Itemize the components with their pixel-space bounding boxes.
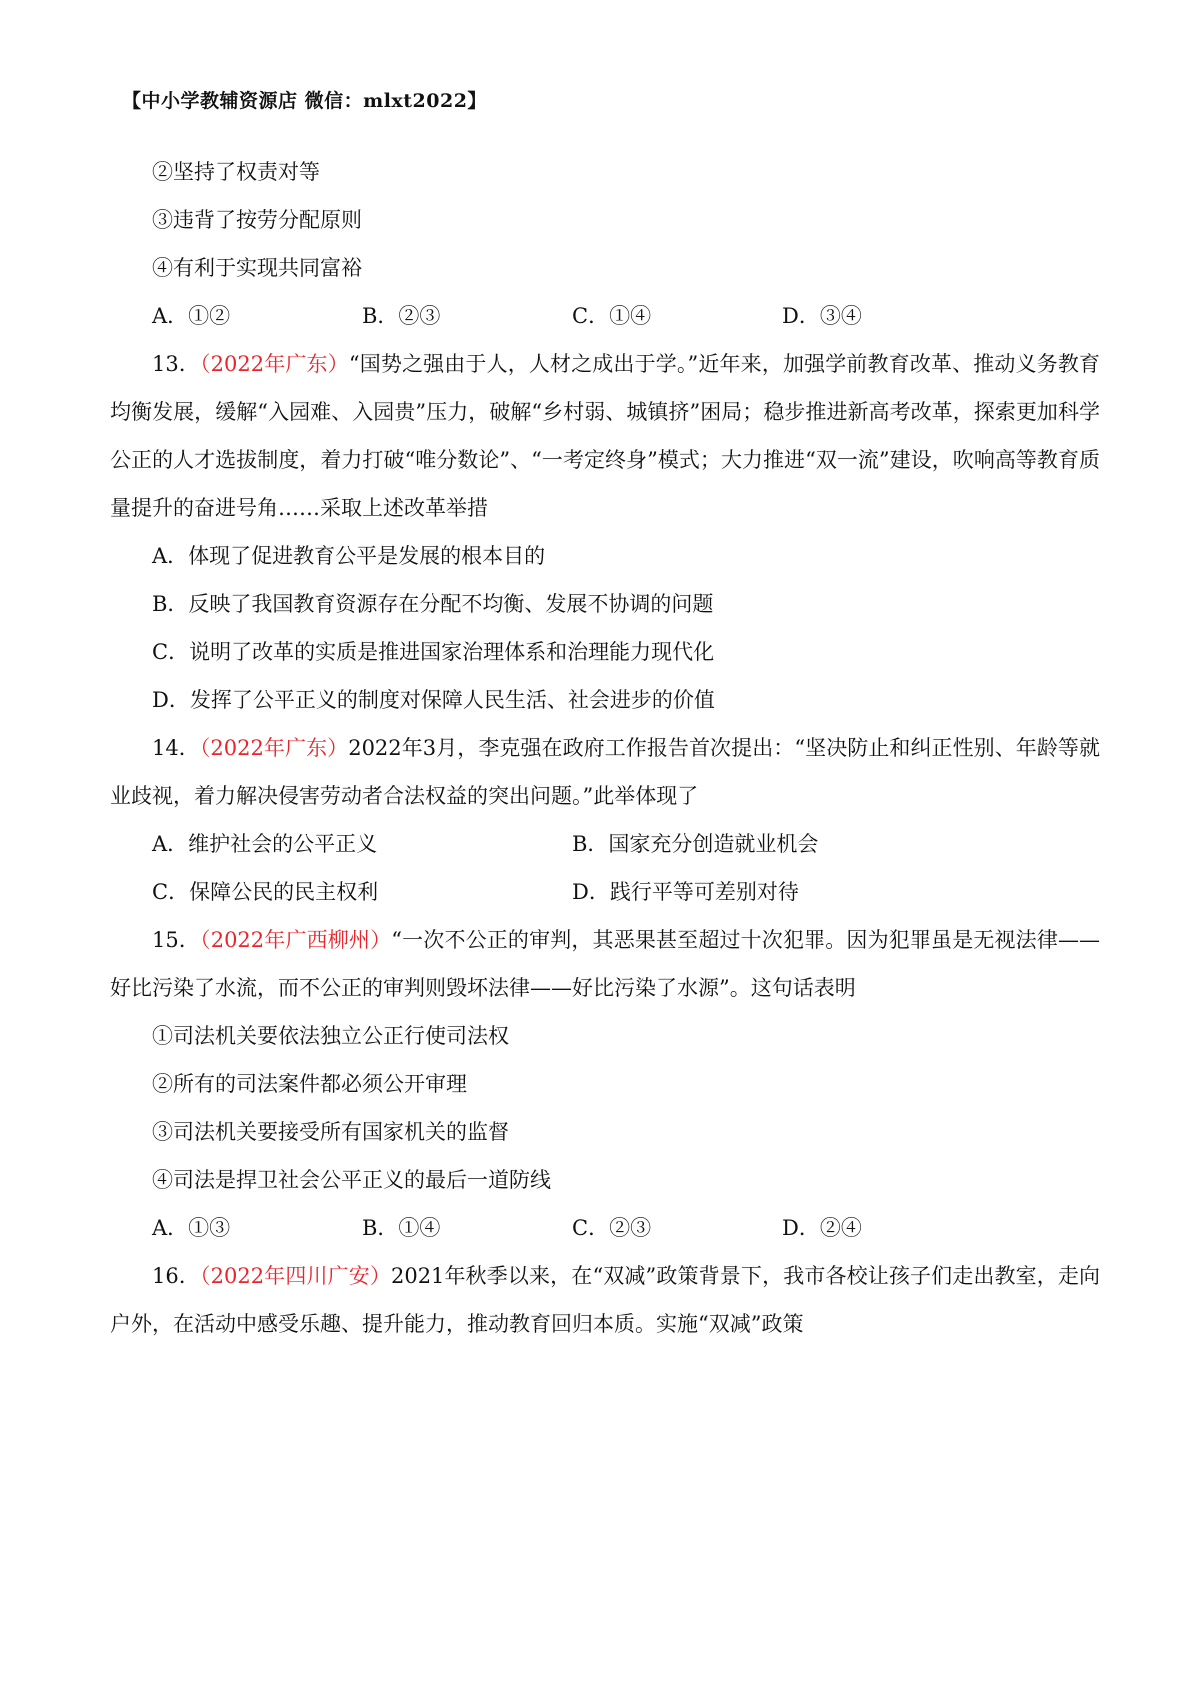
q12-item-3: ③违背了按劳分配原则 (152, 208, 362, 232)
question-content (110, 148, 1100, 1348)
q15-item-4: ④司法是捍卫社会公平正义的最后一道防线 (152, 1168, 551, 1192)
q13-option-b: B．反映了我国教育资源存在分配不均衡、发展不协调的问题 (152, 592, 714, 616)
q13-option-a: A．体现了促进教育公平是发展的根本目的 (152, 544, 546, 568)
q15-item-1: ①司法机关要依法独立公正行使司法权 (152, 1024, 509, 1048)
q12-option-d: D．③④ (782, 304, 862, 328)
q14-option-b: B．国家充分创造就业机会 (572, 832, 819, 856)
q14-stem (110, 724, 1100, 820)
q13-option-c: C．说明了改革的实质是推进国家治理体系和治理能力现代化 (152, 640, 715, 664)
q14-text: 2022年3月，李克强在政府工作报告首次提出：“坚决防止和纠正性别、年龄等就业歧视，着力解决侵害劳动者合法权益的突出问题。”此举体现了 (110, 736, 1100, 808)
q13-text: “国势之强由于人，人材之成出于学。”近年来，加强学前教育改革、推动义务教育均衡发展，缓解“入园难、入园贵”压力，破解“乡村弱、城镇挤”困局；稳步推进新高考改革，探索更加科学公正的人才选拔制度，着力打破“唯分数论”、“一考定终身”模式；大力推进“双一流”建设，吹响高等教育质量提升的奋进号角……采取上述改革举措 (110, 352, 1100, 520)
q15-text: “一次不公正的审判，其恶果甚至超过十次犯罪。因为犯罪虽是无视法律——好比污染了水流，而不公正的审判则毁坏法律——好比污染了水源”。这句话表明 (110, 928, 1100, 1000)
q14-options-row-2 (110, 868, 1100, 916)
q15-options (110, 1204, 1100, 1252)
q12-item-2: ②坚持了权责对等 (152, 160, 320, 184)
q14-option-d: D．践行平等可差别对待 (572, 880, 799, 904)
q15-item-2: ②所有的司法案件都必须公开审理 (152, 1072, 467, 1096)
q14-number: 14． (152, 736, 200, 760)
q15-number: 15． (152, 928, 201, 952)
q13-stem (110, 340, 1100, 532)
q16-text: 2021年秋季以来，在“双减”政策背景下，我市各校让孩子们走出教室，走向户外，在活动中感受乐趣、提升能力，推动教育回归本质。实施“双减”政策 (110, 1264, 1100, 1336)
q15-stem (110, 916, 1100, 1012)
q15-item-3: ③司法机关要接受所有国家机关的监督 (152, 1120, 509, 1144)
q14-option-a: A．维护社会的公平正义 (152, 832, 378, 856)
q15-option-a: A．①③ (152, 1216, 231, 1240)
q14-source: （2022年广东） (199, 736, 349, 760)
q15-option-d: D．②④ (782, 1216, 862, 1240)
page-header: 【中小学教辅资源店 微信：mlxt2022】 (122, 90, 487, 112)
q14-options-row-1 (110, 820, 1100, 868)
q12-option-b: B．②③ (362, 304, 441, 328)
q15-option-c: C．②③ (572, 1216, 652, 1240)
q13-option-d: D．发挥了公平正义的制度对保障人民生活、社会进步的价值 (152, 688, 715, 712)
q16-number: 16． (152, 1264, 200, 1288)
q15-option-b: B．①④ (362, 1216, 441, 1240)
q16-stem (110, 1252, 1100, 1348)
q12-item-4: ④有利于实现共同富裕 (152, 256, 362, 280)
q16-source: （2022年四川广安） (199, 1264, 391, 1288)
q14-option-c: C．保障公民的民主权利 (152, 880, 379, 904)
q13-source: （2022年广东） (200, 352, 349, 376)
q12-option-c: C．①④ (572, 304, 652, 328)
q13-number: 13． (152, 352, 201, 376)
q12-option-a: A．①② (152, 304, 231, 328)
q15-source: （2022年广西柳州） (200, 928, 392, 952)
q12-options (110, 292, 1100, 340)
